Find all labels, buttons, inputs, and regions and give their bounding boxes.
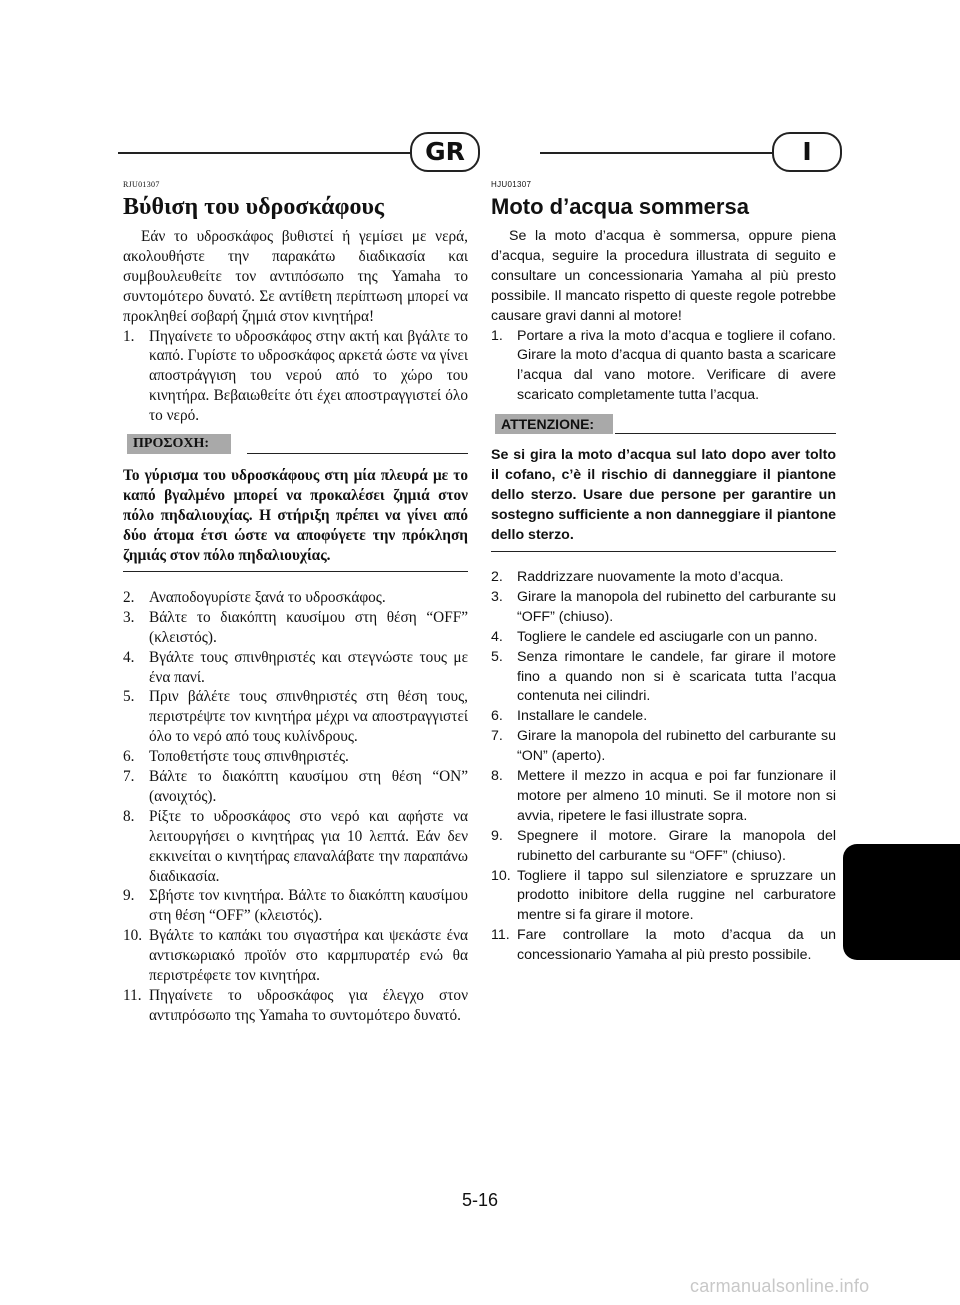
caution-header [123, 434, 468, 458]
list-item [123, 327, 468, 427]
caution-text: Se si gira la moto d’acqua sul lato dopo aver tolto il cofano, c’è il rischio di danneggiare il piantone dello sterzo. Usare due persone per garantire un sostegno sufficiente a non danneggiare il piantone dello sterzo. [491, 447, 836, 543]
step-text: Raddrizzare nuovamente la moto d’acqua. [517, 568, 784, 585]
list-item [491, 648, 836, 708]
step-text: Senza rimontare le candele, far girare il motore fino a quando non si è scaricata tutta l’acqua contenuta nei cilindri. [517, 648, 836, 705]
list-item [123, 687, 468, 747]
step-number: 2. [491, 568, 503, 585]
caution-label: ATTENZIONE: [495, 414, 613, 434]
language-tab-greek: GR [410, 132, 480, 172]
step-text: Ρίξτε το υδροσκάφος στο νερό και αφήστε να λειτουργήσει ο κινητήρας για 10 λεπτά. Εάν δεν εκκινείται ο κινητήρας επαναλάβατε την παραπάνω διαδικασία. [149, 807, 468, 885]
step-number: 7. [491, 728, 503, 745]
step-text: Βγάλτε το καπάκι του σιγαστήρα και ψεκάστε ένα αντισκωριακό προϊόν στο καρμπυρατέρ ενώ θα περιστρέφετε τον κινητήρα. [149, 927, 468, 985]
step-number: 1. [123, 327, 135, 345]
caution-rule [615, 433, 836, 434]
list-item [491, 767, 836, 827]
list-item [123, 608, 468, 648]
step-list [123, 588, 468, 1026]
step-text: Mettere il mezzo in acqua e poi far funzionare il motore per almeno 10 minuti. Se il motore non si avvia, ripetere le fasi illustrate sopra. [517, 768, 836, 824]
italian-column [491, 180, 836, 966]
step-text: Πηγαίνετε το υδροσκάφος για έλεγχο στον αντιπρόσωπο της Yamaha το συντομότερο δυνατό. [149, 987, 468, 1024]
list-item [491, 327, 836, 407]
step-text: Girare la manopola del rubinetto del carburante su “OFF” (chiuso). [517, 588, 836, 625]
section-code: HJU01307 [491, 180, 532, 189]
step-number: 4. [491, 628, 503, 645]
list-item [491, 926, 836, 966]
list-item [491, 588, 836, 628]
step-number: 1. [491, 327, 503, 344]
page-number: 5-16 [461, 1190, 499, 1210]
caution-header [491, 414, 836, 438]
list-item [123, 986, 468, 1026]
step-text: Installare le candele. [517, 708, 648, 725]
section-code: RJU01307 [123, 180, 160, 189]
step-number: 10. [491, 867, 511, 884]
greek-column [123, 180, 468, 1026]
step-number: 7. [123, 768, 135, 786]
step-number: 9. [491, 827, 503, 844]
section-title: Βύθιση του υδροσκάφους [123, 194, 385, 220]
list-item [123, 807, 468, 887]
step-text: Αναποδογυρίστε ξανά το υδροσκάφος. [149, 588, 386, 606]
step-number: 8. [491, 768, 503, 785]
step-number: 11. [491, 927, 510, 944]
step-text: Πριν βάλέτε τους σπινθηριστές στη θέση τους, περιστρέψτε τον κινητήρα μέχρι να αποστραγγιστεί όλο το νερό από τους κυλίνδρους. [149, 688, 468, 746]
step-number: 5. [491, 648, 503, 665]
caution-end-rule [123, 571, 468, 572]
list-item [123, 886, 468, 926]
language-tab-italian: I [772, 132, 842, 172]
step-text: Βάλτε το διακόπτη καυσίμου στη θέση “ON” (ανοιχτός). [149, 768, 468, 805]
watermark[interactable]: carmanualsonline.info [690, 1276, 870, 1296]
page-header [0, 132, 960, 172]
chapter-thumb-tab [843, 844, 960, 960]
header-rule-left [118, 152, 410, 154]
step-number: 11. [123, 987, 142, 1005]
step-number: 2. [123, 588, 135, 606]
list-item [491, 628, 836, 648]
list-item [123, 648, 468, 688]
step-text: Βγάλτε τους σπινθηριστές και στεγνώστε τους με ένα πανί. [149, 648, 468, 686]
list-item [491, 568, 836, 588]
intro-paragraph: Se la moto d’acqua è sommersa, oppure piena d’acqua, seguire la procedura illustrata di seguito e consultare un concessionaria Yamaha al più presto possibile. Il mancato rispetto di queste regole potrebbe causare gravi danni al motore! [491, 228, 836, 324]
list-item [491, 827, 836, 867]
list-item [123, 926, 468, 986]
step-text: Togliere il tappo sul silenziatore e spruzzare un prodotto inibitore della ruggine nel carburatore mentre si fa girare il motore. [517, 867, 836, 924]
step-text: Girare la manopola del rubinetto del carburante su “ON” (aperto). [517, 728, 836, 765]
caution-rule [247, 453, 468, 454]
list-item [123, 588, 468, 608]
section-title: Moto d’acqua sommersa [491, 194, 749, 219]
intro-paragraph: Εάν το υδροσκάφος βυθιστεί ή γεμίσει με νερά, ακολουθήστε την παρακάτω διαδικασία και συμβουλευθείτε τον αντιπόσωπο της Yamaha το συντομότερο δυνατό. Σε αντίθετη περίπτωση μπορεί να προκληθεί σοβαρή ζημιά στον κινητήρα! [123, 228, 468, 325]
step-number: 3. [123, 608, 135, 626]
step-number: 5. [123, 688, 135, 706]
step-text: Βάλτε το διακόπτη καυσίμου στη θέση “OFF” (κλειστός). [149, 608, 468, 646]
list-item [491, 867, 836, 927]
step-text: Fare controllare la moto d’acqua da un concessionario Yamaha al più presto possibile. [517, 927, 836, 964]
step-text: Spegnere il motore. Girare la manopola del rubinetto del carburante su “OFF” (chiuso). [517, 827, 836, 864]
list-item [491, 727, 836, 767]
list-item [123, 767, 468, 807]
step-text: Togliere le candele ed asciugarle con un panno. [517, 628, 818, 645]
step-number: 3. [491, 588, 503, 605]
list-item [491, 707, 836, 727]
step-number: 4. [123, 648, 135, 666]
step-number: 9. [123, 887, 135, 905]
caution-label: ΠΡΟΣΟΧΗ: [127, 434, 231, 454]
caution-text: Το γύρισμα του υδροσκάφους στη μία πλευρά με το καπό βγαλμένο μπορεί να προκαλέσει ζημιά στον πόλο πηδαλιουχίας. Η στήριξη πρέπει να γίνει από δύο άτομα έτσι ώστε να αποφύγετε την πρόκληση ζημιάς στον πόλο πηδαλιουχίας. [123, 467, 468, 564]
step-text: Portare a riva la moto d’acqua e togliere il cofano. Girare la moto d’acqua di quanto basta a scaricare l’acqua dal vano motore. Verificare di avere scaricato completamente tutta l’acqua. [517, 327, 836, 404]
step-number: 6. [491, 708, 503, 725]
step-number: 10. [123, 927, 143, 945]
step-list [491, 568, 836, 966]
step-number: 6. [123, 748, 135, 766]
step-text: Τοποθετήστε τους σπινθηριστές. [149, 748, 349, 766]
step-number: 8. [123, 807, 135, 825]
step-text: Πηγαίνετε το υδροσκάφος στην ακτή και βγάλτε το καπό. Γυρίστε το υδροσκάφος αρκετά ώστε να γίνει αποστράγγιση του νερού από το χώρο του κινητήρα. Βεβαιωθείτε ότι έχει αποστραγγιστεί όλο το νερό. [149, 327, 468, 425]
step-text: Σβήστε τον κινητήρα. Βάλτε το διακόπτη καυσίμου στη θέση “OFF” (κλειστός). [149, 887, 468, 925]
list-item [123, 747, 468, 767]
caution-end-rule [491, 551, 836, 552]
